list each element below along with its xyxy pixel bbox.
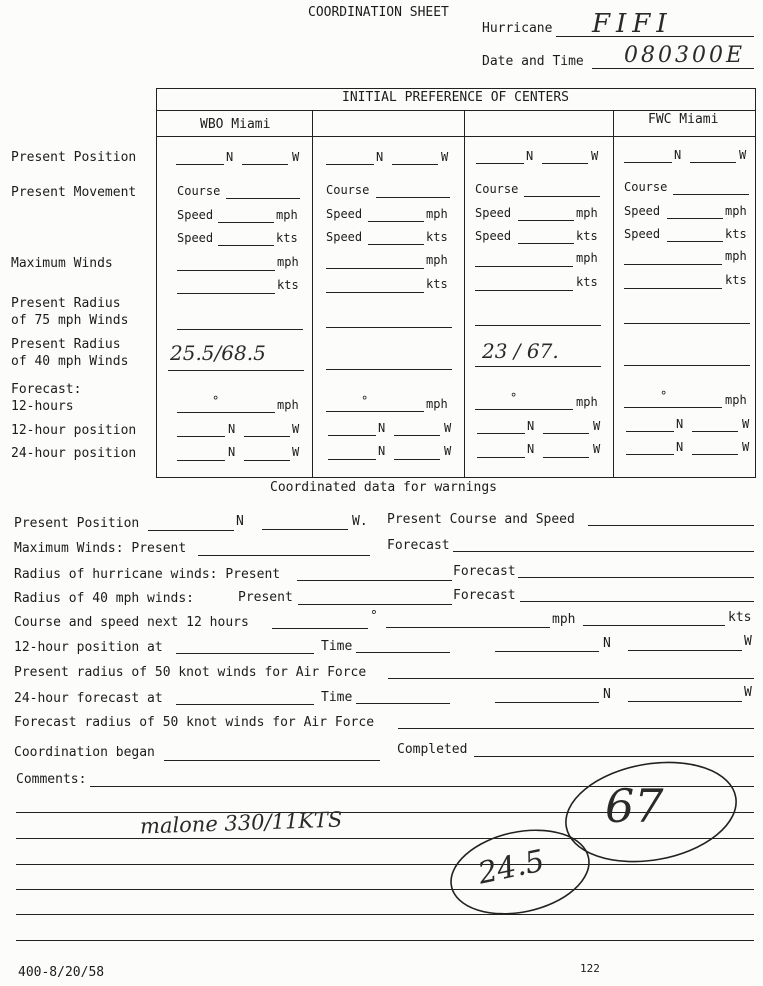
coord-time-1: Time [321, 639, 353, 654]
col1-pos-w: W [292, 150, 300, 164]
row-label-radius75-line1: Present Radius [11, 296, 121, 311]
col1-speed-mph: Speed [177, 208, 214, 222]
row-label-12hr-position: 12-hour position [11, 423, 137, 438]
coord-deg: ° [370, 609, 378, 624]
handwritten-note: malone 330/11KTS [139, 807, 343, 839]
coord-radius-40-present: Present [238, 590, 293, 605]
col4-fc-mph: mph [725, 393, 747, 407]
table-title: INITIAL PREFERENCE OF CENTERS [342, 90, 569, 105]
col4-24-n: N [676, 440, 684, 454]
coord-radius-50-forecast: Forecast radius of 50 knot winds for Air Force [14, 715, 375, 730]
col1-deg: ° [212, 394, 220, 408]
col2-fc-mph: mph [426, 397, 448, 411]
col2-speed-mph: Speed [326, 207, 363, 221]
row-label-forecast-line1: Forecast: [11, 382, 82, 397]
col2-mph: mph [426, 207, 448, 221]
col3-deg: ° [510, 391, 518, 405]
page-number: 122 [580, 962, 600, 975]
col3-24-w: W [593, 442, 601, 456]
col4-maxwind-kts: kts [725, 273, 747, 287]
col-header-fwc: FWC Miami [648, 112, 719, 127]
coord-forecast-1: Forecast [387, 538, 450, 553]
col4-kts: kts [725, 227, 747, 241]
coord-mph: mph [552, 612, 576, 627]
coord-kts: kts [728, 610, 752, 625]
row-label-radius40-line1: Present Radius [11, 337, 121, 352]
row-label-24hr-position: 24-hour position [11, 446, 137, 461]
col1-speed-kts: Speed [177, 231, 214, 245]
col4-pos-w: W [739, 148, 747, 162]
col1-course: Course [177, 184, 221, 198]
col3-course: Course [475, 182, 519, 196]
col1-maxwind-kts: kts [277, 278, 299, 292]
coord-began: Coordination began [14, 745, 155, 760]
sheet-title: COORDINATION SHEET [308, 5, 449, 20]
coordinated-title: Coordinated data for warnings [270, 480, 497, 495]
coord-24-w: W [744, 685, 752, 700]
col3-mph: mph [576, 206, 598, 220]
col4-speed-kts: Speed [624, 227, 661, 241]
coord-forecast-2: Forecast [453, 564, 516, 579]
coord-forecast-3: Forecast [453, 588, 516, 603]
datetime-label: Date and Time [482, 54, 584, 69]
col1-radius40-handwritten: 25.5/68.5 [170, 341, 266, 365]
col3-pos-w: W [591, 149, 599, 163]
col2-24-n: N [378, 444, 386, 458]
col1-mph: mph [276, 208, 298, 222]
col3-speed-kts: Speed [475, 229, 512, 243]
row-label-radius40-line2: of 40 mph Winds [11, 354, 129, 369]
col4-maxwind-mph: mph [725, 249, 747, 263]
col3-maxwind-kts: kts [576, 275, 598, 289]
col1-fc-mph: mph [277, 398, 299, 412]
col2-12-n: N [378, 421, 386, 435]
coord-present-position: Present Position [14, 516, 140, 531]
col2-24-w: W [444, 444, 452, 458]
col2-pos-n: N [376, 150, 384, 164]
comments-label: Comments: [16, 772, 87, 787]
col4-12-n: N [676, 417, 684, 431]
coord-12hr-position: 12-hour position at [14, 640, 163, 655]
row-label-radius75-line2: of 75 mph Winds [11, 313, 129, 328]
col1-12-w: W [292, 422, 300, 436]
col4-speed-mph: Speed [624, 204, 661, 218]
row-label-present-movement: Present Movement [11, 185, 137, 200]
col1-pos-n: N [226, 150, 234, 164]
col3-24-n: N [527, 442, 535, 456]
col3-maxwind-mph: mph [576, 251, 598, 265]
coord-max-winds: Maximum Winds: Present [14, 541, 187, 556]
col2-maxwind-kts: kts [426, 277, 448, 291]
col2-maxwind-mph: mph [426, 253, 448, 267]
col4-pos-n: N [674, 148, 682, 162]
col4-12-w: W [742, 417, 750, 431]
col3-kts: kts [576, 229, 598, 243]
col1-24-w: W [292, 445, 300, 459]
circled-value-right: 67 [605, 779, 664, 833]
coord-completed: Completed [397, 742, 468, 757]
col2-speed-kts: Speed [326, 230, 363, 244]
row-label-maximum-winds: Maximum Winds [11, 256, 113, 271]
col4-course: Course [624, 180, 668, 194]
coord-w: W. [352, 514, 368, 529]
row-label-present-position: Present Position [11, 150, 137, 165]
col2-deg: ° [361, 394, 369, 408]
datetime-value: 080300E [624, 43, 746, 68]
coord-course-next: Course and speed next 12 hours [14, 615, 249, 630]
coord-course-speed: Present Course and Speed [387, 512, 575, 527]
coord-24hr-forecast: 24-hour forecast at [14, 691, 163, 706]
col4-deg: ° [660, 389, 668, 403]
col2-kts: kts [426, 230, 448, 244]
coord-n: N [236, 514, 244, 529]
col-header-wbo: WBO Miami [200, 117, 271, 132]
form-number: 400-8/20/58 [18, 965, 105, 980]
col3-12-w: W [593, 419, 601, 433]
coord-radius-hurricane: Radius of hurricane winds: Present [14, 567, 281, 582]
col1-maxwind-mph: mph [277, 255, 299, 269]
coord-12-n: N [603, 636, 611, 651]
coord-24-n: N [603, 687, 611, 702]
row-label-forecast-line2: 12-hours [11, 399, 74, 414]
col2-course: Course [326, 183, 370, 197]
col1-24-n: N [228, 445, 236, 459]
coord-radius-50-present: Present radius of 50 knot winds for Air Force [14, 665, 367, 680]
coord-radius-40: Radius of 40 mph winds: [14, 591, 195, 606]
col1-12-n: N [228, 422, 236, 436]
hurricane-label: Hurricane [482, 21, 553, 36]
coord-time-2: Time [321, 690, 353, 705]
col2-12-w: W [444, 421, 452, 435]
col3-radius40-handwritten: 23 / 67. [482, 339, 559, 363]
col4-mph: mph [725, 204, 747, 218]
col2-pos-w: W [441, 150, 449, 164]
circled-value-left: 24.5 [474, 843, 548, 892]
col3-12-n: N [527, 419, 535, 433]
hurricane-name: FIFI [592, 9, 673, 39]
col3-speed-mph: Speed [475, 206, 512, 220]
col3-fc-mph: mph [576, 395, 598, 409]
col4-24-w: W [742, 440, 750, 454]
col3-pos-n: N [526, 149, 534, 163]
coord-12-w: W [744, 634, 752, 649]
col1-kts: kts [276, 231, 298, 245]
